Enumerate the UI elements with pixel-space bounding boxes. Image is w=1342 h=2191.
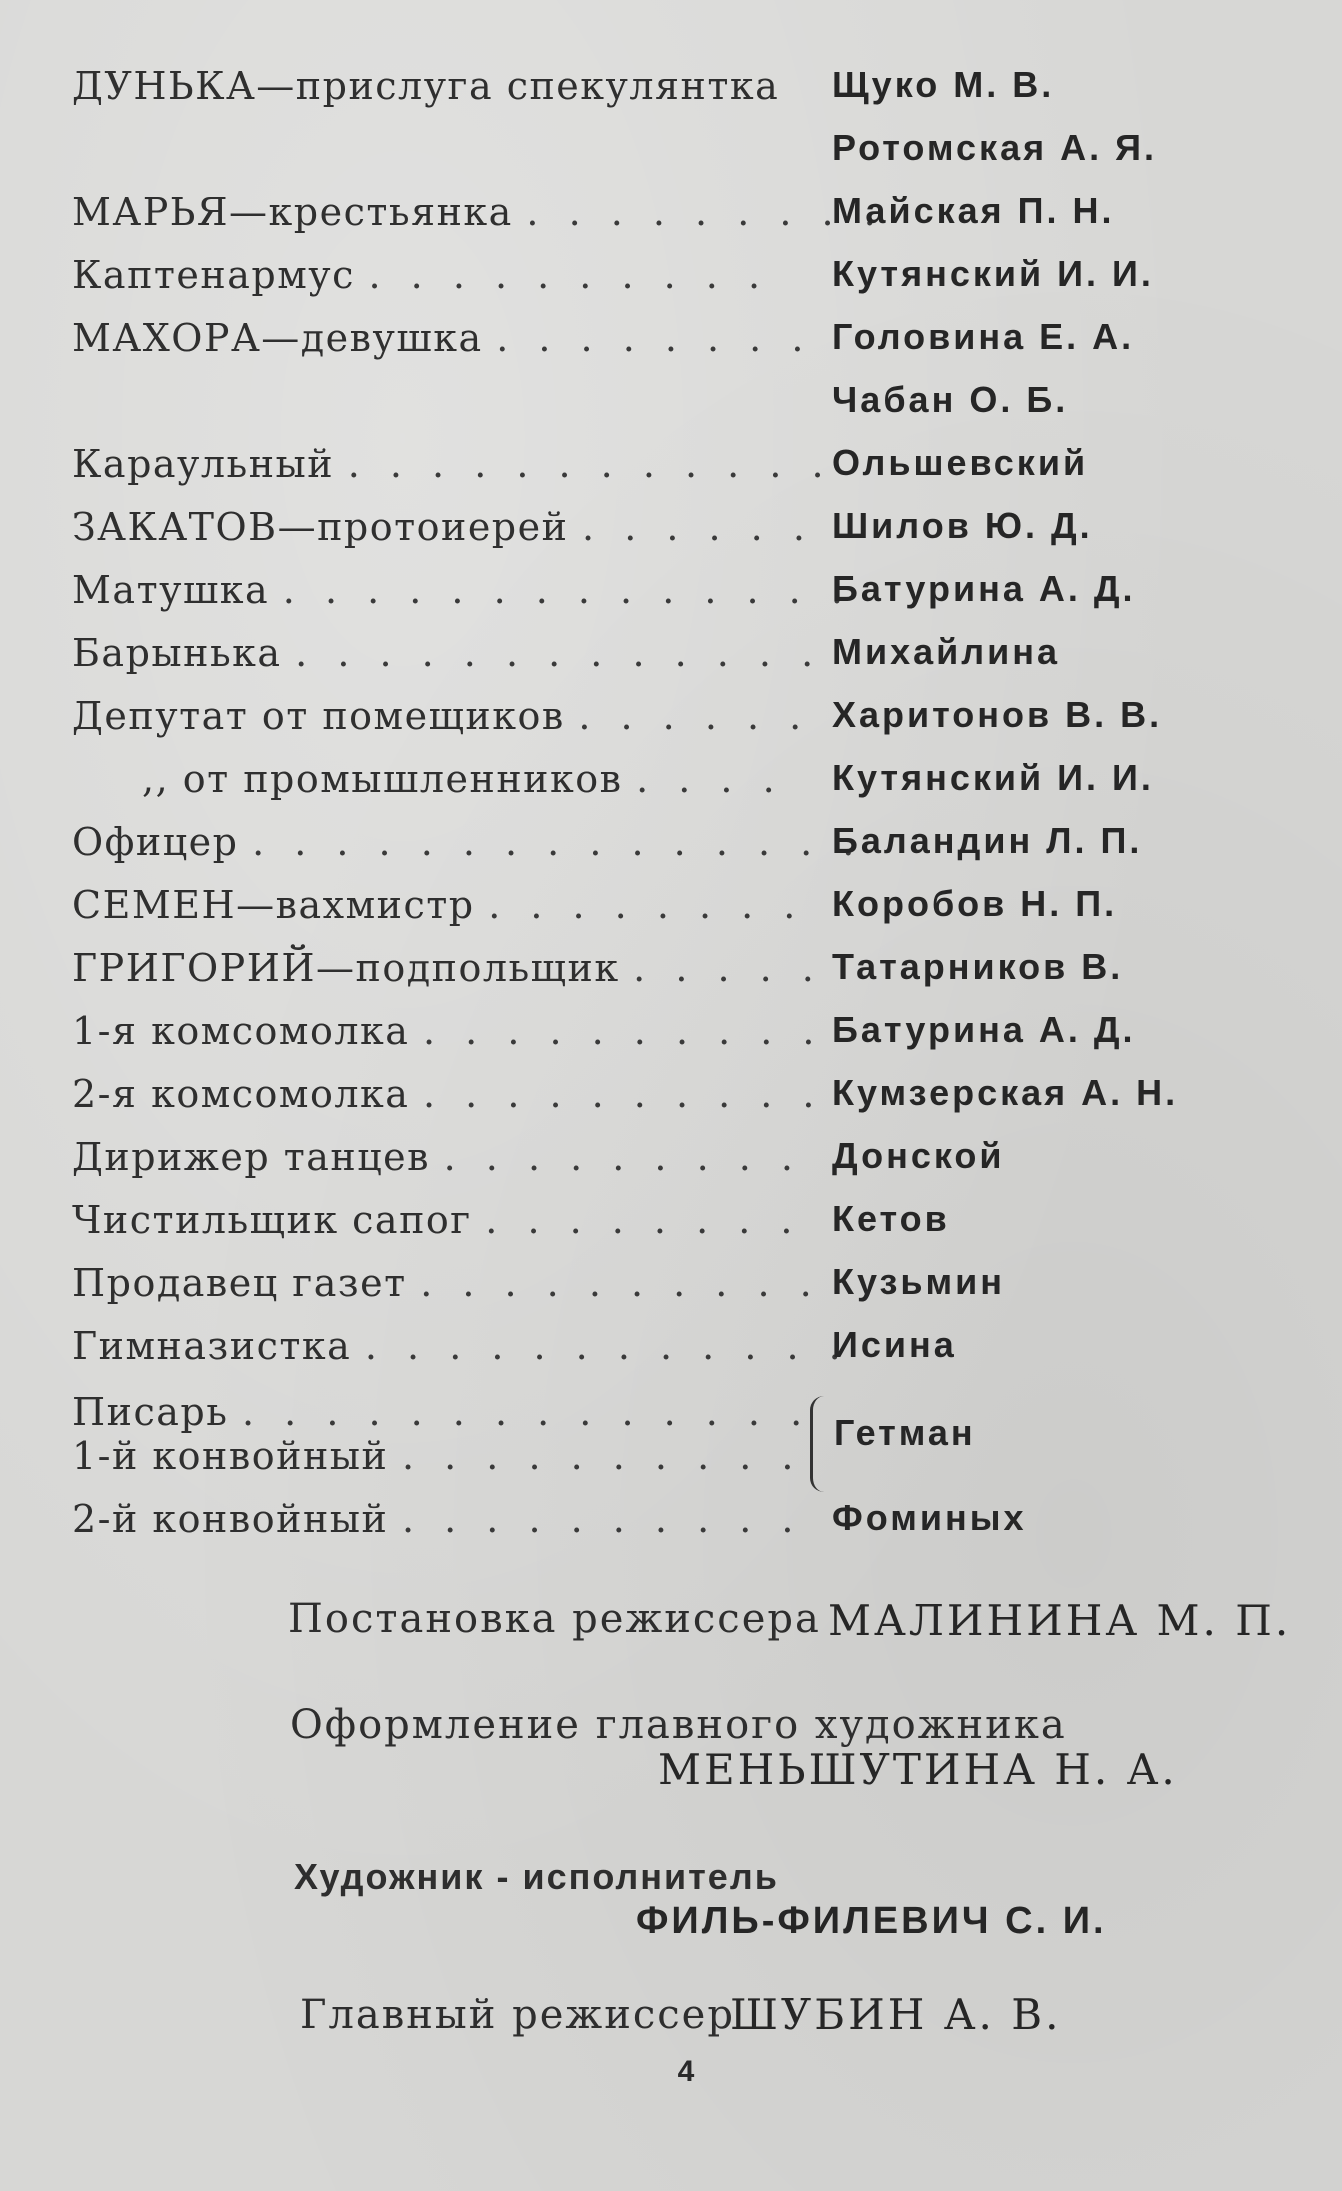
actor-name: Головина Е. А.: [832, 316, 1135, 357]
actor-name: Ольшевский: [832, 442, 1089, 483]
cast-row: [72, 820, 1192, 876]
role-name: Караульный . . . . . . . . . . . .: [72, 442, 833, 486]
cast-row: [72, 442, 1192, 498]
staging-label: Постановка режиссера: [288, 1596, 821, 1642]
actor-name: Батурина А. Д.: [832, 1009, 1136, 1050]
role-name: Офицер . . . . . . . . . . . . . . .: [72, 820, 864, 864]
cast-row: [72, 316, 1192, 372]
actor-name: Баландин Л. П.: [832, 820, 1143, 861]
cast-row: [72, 1009, 1192, 1065]
actor-name: Донской: [832, 1135, 1005, 1176]
actor-name: Кетов: [832, 1198, 950, 1239]
cast-row: [72, 1261, 1192, 1317]
cast-row: [72, 253, 1192, 309]
cast-row: [72, 883, 1192, 939]
role-name: Каптенармус . . . . . . . . . .: [72, 253, 770, 297]
actor-name: Михайлина: [832, 631, 1061, 672]
role-name: Чистильщик сапог . . . . . . . .: [72, 1198, 802, 1242]
actor-name: Кумзерская А. Н.: [832, 1072, 1179, 1113]
cast-row: [72, 190, 1192, 246]
role-name: МАХОРА—девушка . . . . . . . .: [72, 316, 813, 360]
cast-row-last: [72, 1497, 1192, 1553]
role-name: 1-й конвойный . . . . . . . . . .: [72, 1434, 803, 1478]
brace-mark: [810, 1396, 831, 1492]
role-name: ,, от промышленников . . . .: [142, 757, 784, 801]
cast-row: [72, 757, 1192, 813]
role-name: Депутат от помещиков . . . . . .: [72, 694, 811, 738]
artist-label: Художник - исполнитель: [294, 1856, 779, 1897]
cast-row: [72, 1135, 1192, 1191]
actor-name: Батурина А. Д.: [832, 568, 1136, 609]
design-label: Оформление главного художника: [290, 1702, 1067, 1748]
chief-name: ШУБИН А. В.: [730, 1990, 1062, 2039]
actor-name: Майская П. Н.: [832, 190, 1115, 231]
cast-row: [72, 631, 1192, 687]
actor-name: Коробов Н. П.: [832, 883, 1118, 924]
cast-row: [72, 694, 1192, 750]
artist-name: ФИЛЬ-ФИЛЕВИЧ С. И.: [636, 1900, 1107, 1942]
actor-name: Фоминых: [832, 1497, 1027, 1538]
cast-row: [72, 379, 1192, 435]
cast-row: [72, 127, 1192, 183]
role-name: ГРИГОРИЙ—подпольщик . . . . .: [72, 946, 823, 990]
role-name: СЕМЕН—вахмистр . . . . . . . .: [72, 883, 805, 927]
cast-row: [72, 1198, 1192, 1254]
role-name: Продавец газет . . . . . . . . . .: [72, 1261, 821, 1305]
actor-name: Чабан О. Б.: [832, 379, 1069, 420]
cast-row-shared: [72, 1390, 1192, 1490]
role-name: Писарь . . . . . . . . . . . . . .: [72, 1390, 812, 1434]
role-name: ЗАКАТОВ—протоиерей . . . . . .: [72, 505, 814, 549]
role-name: Барынька . . . . . . . . . . . . .: [72, 631, 823, 675]
actor-name: Татарников В.: [832, 946, 1124, 987]
actor-name: Кутянский И. И.: [832, 757, 1154, 798]
cast-row: [72, 946, 1192, 1002]
staging-name: МАЛИНИНА М. П.: [828, 1596, 1292, 1645]
cast-row: [72, 505, 1192, 561]
cast-row: [72, 1072, 1192, 1128]
actor-name: Кузьмин: [832, 1261, 1006, 1302]
design-name: МЕНЬШУТИНА Н. А.: [658, 1745, 1178, 1794]
page-number: 4: [677, 2055, 695, 2088]
cast-row: [72, 1324, 1192, 1380]
role-name: Гимназистка . . . . . . . . . . . .: [72, 1324, 850, 1368]
role-name: Дирижер танцев . . . . . . . . .: [72, 1135, 802, 1179]
actor-name: Исина: [832, 1324, 957, 1365]
actor-name: Щуко М. В.: [832, 64, 1055, 105]
actor-name: Шилов Ю. Д.: [832, 505, 1093, 546]
chief-label: Главный режиссер: [300, 1992, 735, 2038]
role-name: Матушка . . . . . . . . . . . . . .: [72, 568, 852, 612]
role-name: 2-й конвойный . . . . . . . . . .: [72, 1497, 803, 1541]
role-name: 1-я комсомолка . . . . . . . . . .: [72, 1009, 824, 1053]
role-name: МАРЬЯ—крестьянка . . . . . . . . .: [72, 190, 885, 234]
cast-row: [72, 568, 1192, 624]
actor-name: Харитонов В. В.: [832, 694, 1163, 735]
actor-name: Кутянский И. И.: [832, 253, 1154, 294]
actor-name: Гетман: [834, 1412, 976, 1453]
actor-name: Ротомская А. Я.: [832, 127, 1157, 168]
cast-row: [72, 64, 1192, 120]
role-name: 2-я комсомолка . . . . . . . . . .: [72, 1072, 824, 1116]
role-name: ДУНЬКА—прислуга спекулянтка: [72, 64, 780, 108]
